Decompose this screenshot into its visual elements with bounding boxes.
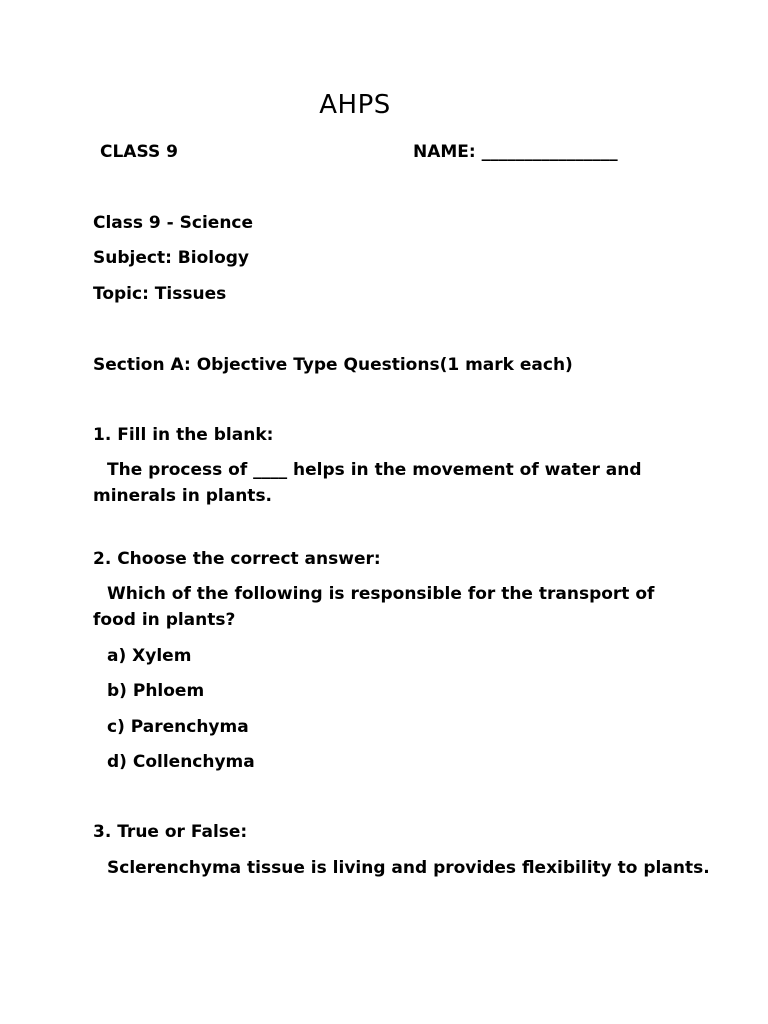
option-c: c) Parenchyma — [107, 717, 249, 737]
question-3-label: 3. True or False: — [93, 822, 248, 842]
section-heading: Section A: Objective Type Questions(1 mark each) — [93, 355, 573, 375]
question-1-text: The process of ____ helps in the movement of water and minerals in plants. — [93, 460, 642, 506]
question-3-text: Sclerenchyma tissue is living and provides flexibility to plants. — [107, 858, 710, 878]
class-label: CLASS 9 — [100, 142, 178, 162]
question-2-text: Which of the following is responsible for the transport of food in plants? — [93, 584, 655, 630]
class-subject-line: Class 9 - Science — [93, 213, 254, 233]
option-a: a) Xylem — [107, 646, 192, 666]
question-1-label: 1. Fill in the blank: — [93, 425, 274, 445]
option-b: b) Phloem — [107, 681, 205, 701]
question-2-label: 2. Choose the correct answer: — [93, 549, 381, 569]
option-d: d) Collenchyma — [107, 752, 255, 772]
name-field-label: NAME: ________________ — [413, 142, 618, 162]
subject-line: Subject: Biology — [93, 248, 250, 268]
school-title: AHPS — [319, 90, 391, 120]
topic-line: Topic: Tissues — [93, 284, 227, 304]
